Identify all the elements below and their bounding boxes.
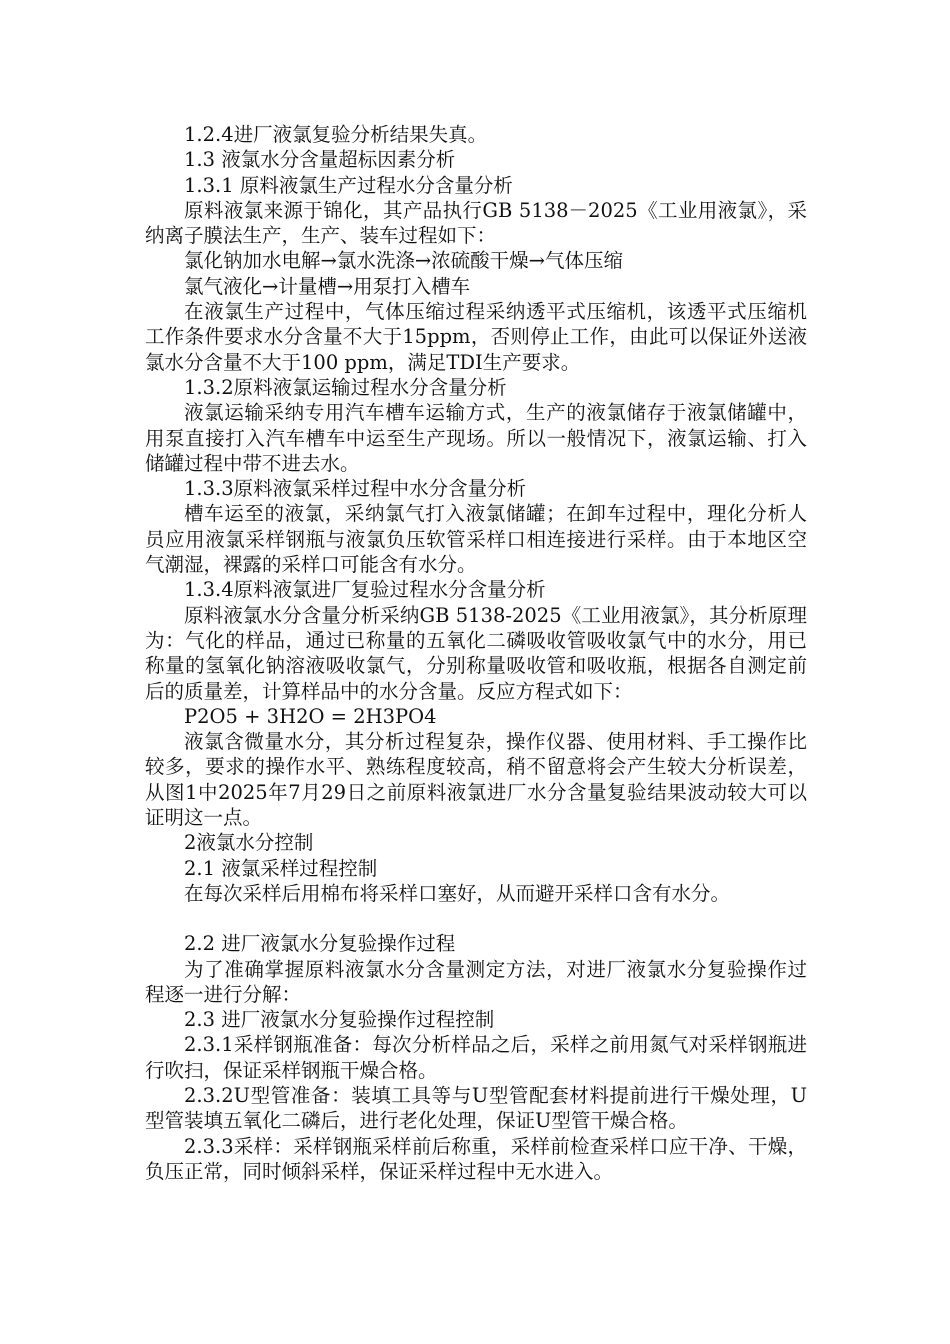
heading-2: 2液氯水分控制 <box>184 831 314 855</box>
heading-1-3-1: 1.3.1 原料液氯生产过程水分含量分析 <box>184 173 513 197</box>
paragraph-2-3-1: 2.3.1采样钢瓶准备：每次分析样品之后，采样之前用氮气对采样钢瓶进行吹扫，保证采样钢瓶干燥合格。 <box>145 1033 807 1082</box>
heading-1-3-4: 1.3.4原料液氯进厂复验过程水分含量分析 <box>184 578 546 602</box>
heading-1-3-3: 1.3.3原料液氯采样过程中水分含量分析 <box>184 477 527 501</box>
paragraph-transport: 液氯运输采纳专用汽车槽车运输方式，生产的液氯储存于液氯储罐中，用泵直接打入汽车槽车中运至生产现场。所以一般情况下，液氯运输、打入储罐过程中带不进去水。 <box>145 401 807 475</box>
blank-line <box>145 906 807 931</box>
heading-2-1: 2.1 液氯采样过程控制 <box>184 856 378 880</box>
reaction-equation: P2O5 + 3H2O = 2H3PO4 <box>184 704 437 728</box>
paragraph-sampling-control: 在每次采样后用棉布将采样口塞好，从而避开采样口含有水分。 <box>184 881 731 905</box>
heading-2-3: 2.3 进厂液氯水分复验操作过程控制 <box>184 1008 495 1032</box>
paragraph-compressor: 在液氯生产过程中，气体压缩过程采纳透平式压缩机，该透平式压缩机工作条件要求水分含量不大于15ppm，否则停止工作，由此可以保证外送液氯水分含量不大于100 ppm，满足TDI生产要求。 <box>145 300 807 374</box>
paragraph-2-3-3: 2.3.3采样：采样钢瓶采样前后称重，采样前检查采样口应干净、干燥，负压正常，同时倾斜采样，保证采样过程中无水进入。 <box>145 1134 807 1183</box>
process-flow-line-1: 氯化钠加水电解→氯水洗涤→浓硫酸干燥→气体压缩 <box>184 249 624 273</box>
paragraph-analysis-error: 液氯含微量水分，其分析过程复杂，操作仪器、使用材料、手工操作比较多，要求的操作水平、熟练程度较高，稍不留意将会产生较大分析误差，从图1中2025年7月29日之前原料液氯进厂水分含量复验结果波动较大可以证明这一点。 <box>145 730 807 830</box>
paragraph-decompose: 为了准确掌握原料液氯水分含量测定方法，对进厂液氯水分复验操作过程逐一进行分解： <box>145 957 807 1006</box>
heading-1-3-2: 1.3.2原料液氯运输过程水分含量分析 <box>184 375 507 399</box>
paragraph-1-2-4: 1.2.4进厂液氯复验分析结果失真。 <box>184 123 488 146</box>
document-body <box>145 122 807 1184</box>
paragraph-sampling: 槽车运至的液氯，采纳氯气打入液氯储罐；在卸车过程中，理化分析人员应用液氯采样钢瓶与液氯负压软管采样口相连接进行采样。由于本地区空气潮湿，裸露的采样口可能含有水分。 <box>145 502 807 577</box>
process-flow-line-2: 氯气液化→计量槽→用泵打入槽车 <box>184 274 471 298</box>
paragraph-analysis: 原料液氯水分含量分析采纳GB 5138-2025《工业用液氯》，其分析原理为：气化的样品，通过已称量的五氧化二磷吸收管吸收氯气中的水分，用已称量的氢氧化钠溶液吸收氯气，分别称量吸收管和吸收瓶，根据各自测定前后的质量差，计算样品中的水分含量。反应方程式如下： <box>145 603 807 703</box>
heading-2-2: 2.2 进厂液氯水分复验操作过程 <box>184 932 456 956</box>
heading-1-3: 1.3 液氯水分含量超标因素分析 <box>184 148 456 172</box>
paragraph-2-3-2: 2.3.2U型管准备：装填工具等与U型管配套材料提前进行干燥处理，U型管装填五氧化二磷后，进行老化处理，保证U型管干燥合格。 <box>145 1083 807 1133</box>
paragraph-source: 原料液氯来源于锦化，其产品执行GB 5138－2025《工业用液氯》，采纳离子膜法生产，生产、装车过程如下： <box>145 198 807 248</box>
